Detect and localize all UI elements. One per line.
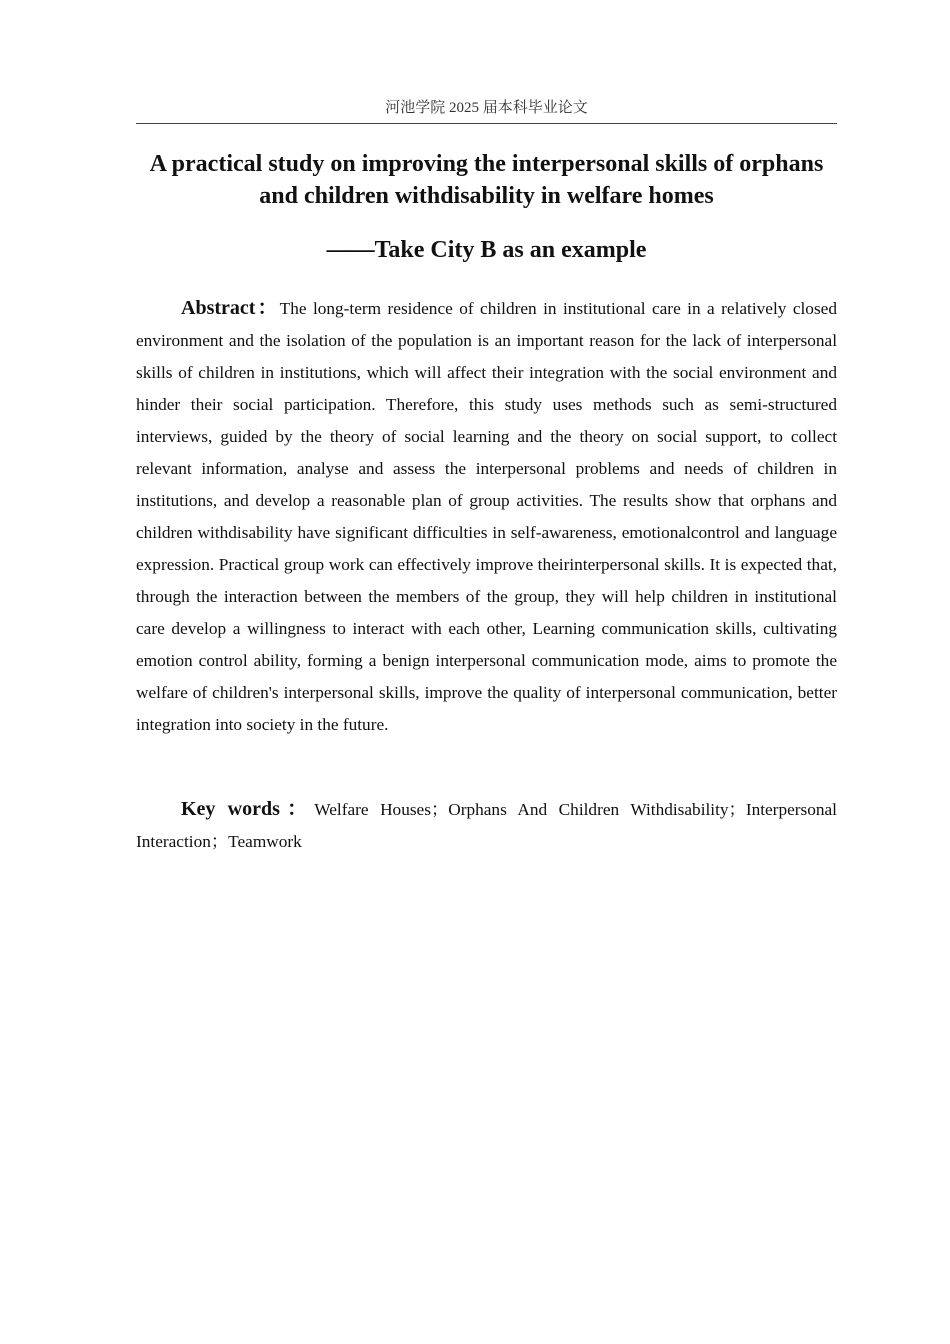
abstract-paragraph xyxy=(136,292,837,741)
abstract-text: The long-term residence of children in institutional care in a relatively closed environment and the isolation of the population is an important reason for the lack of interpersonal skills of children in institutions, which will affect their integration with the social environment and hinder their social participation. Therefore, this study uses methods such as semi-structured interviews, guided by the theory of social learning and the theory on social support, to collect relevant information, analyse and assess the interpersonal problems and needs of children in institutions, and develop a reasonable plan of group activities. The results show that orphans and children withdisability have significant difficulties in self-awareness, emotionalcontrol and language expression. Practical group work can effectively improve theirinterpersonal skills. It is expected that, through the interaction between the members of the group, they will help children in institutional care develop a willingness to interact with each other, Learning communication skills, cultivating emotion control ability, forming a benign interpersonal communication mode, aims to promote the welfare of children's interpersonal skills, improve the quality of interpersonal communication, better integration into society in the future. xyxy=(136,299,837,734)
paper-subtitle: ——Take City B as an example xyxy=(326,237,647,263)
header-divider xyxy=(136,123,837,124)
paper-title: A practical study on improving the interpersonal skills of orphans and children withdisability in welfare homes xyxy=(149,151,824,209)
keywords-paragraph xyxy=(136,793,837,858)
running-header: 河池学院 2025 届本科毕业论文 xyxy=(385,100,588,116)
abstract-label: Abstract： xyxy=(181,297,280,319)
keywords-label: Key words： xyxy=(181,798,315,820)
keywords-text: Welfare Houses；Orphans And Children Withdisability；Interpersonal Interaction；Teamwork xyxy=(136,800,837,851)
